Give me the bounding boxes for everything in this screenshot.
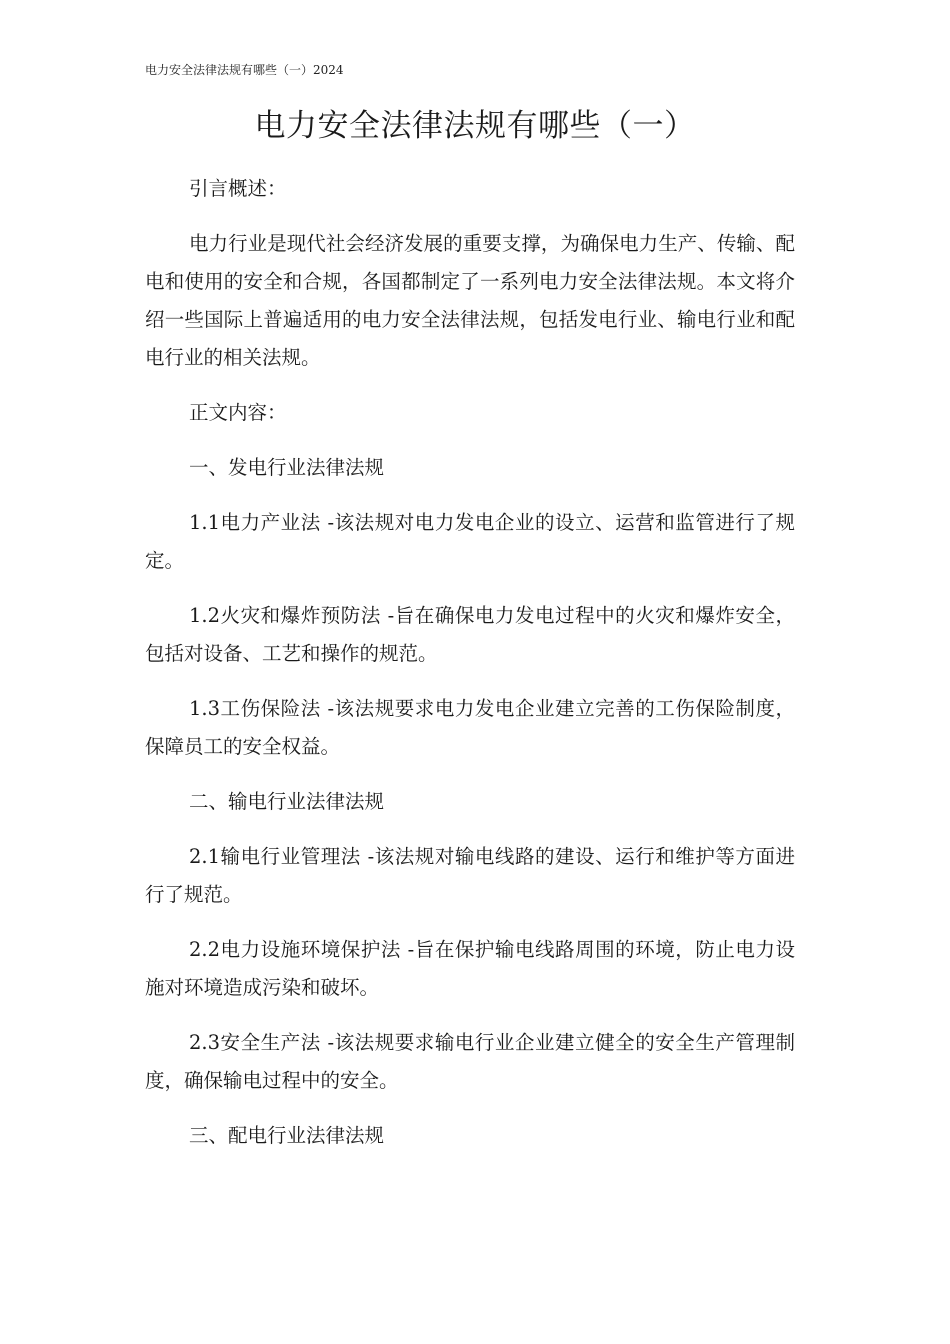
clause-1-2: 1.2火灾和爆炸预防法 -旨在确保电力发电过程中的火灾和爆炸安全，包括对设备、工艺和操作的规范。: [145, 604, 795, 665]
document-body: [145, 170, 795, 1172]
intro-heading: 引言概述：: [189, 177, 287, 200]
running-header: 电力安全法律法规有哪些（一）2024: [145, 63, 344, 77]
clause-1-3: 1.3工伤保险法 -该法规要求电力发电企业建立完善的工伤保险制度，保障员工的安全权益。: [145, 697, 795, 758]
document-title: 电力安全法律法规有哪些（一）: [254, 108, 696, 144]
section-heading-generation: 一、发电行业法律法规: [189, 456, 385, 479]
section-heading-distribution: 三、配电行业法律法规: [189, 1124, 385, 1147]
clause-2-3: 2.3安全生产法 -该法规要求输电行业企业建立健全的安全生产管理制度，确保输电过程中的安全。: [145, 1031, 795, 1092]
clause-1-1: 1.1电力产业法 -该法规对电力发电企业的设立、运营和监管进行了规定。: [145, 511, 795, 572]
body-heading: 正文内容：: [189, 401, 287, 424]
section-heading-transmission: 二、输电行业法律法规: [189, 790, 385, 813]
clause-2-2: 2.2电力设施环境保护法 -旨在保护输电线路周围的环境，防止电力设施对环境造成污染和破坏。: [145, 938, 795, 999]
clause-2-1: 2.1输电行业管理法 -该法规对输电线路的建设、运行和维护等方面进行了规范。: [145, 845, 795, 906]
intro-paragraph: 电力行业是现代社会经济发展的重要支撑，为确保电力生产、传输、配电和使用的安全和合规，各国都制定了一系列电力安全法律法规。本文将介绍一些国际上普遍适用的电力安全法律法规，包括发电行业、输电行业和配电行业的相关法规。: [145, 232, 795, 369]
